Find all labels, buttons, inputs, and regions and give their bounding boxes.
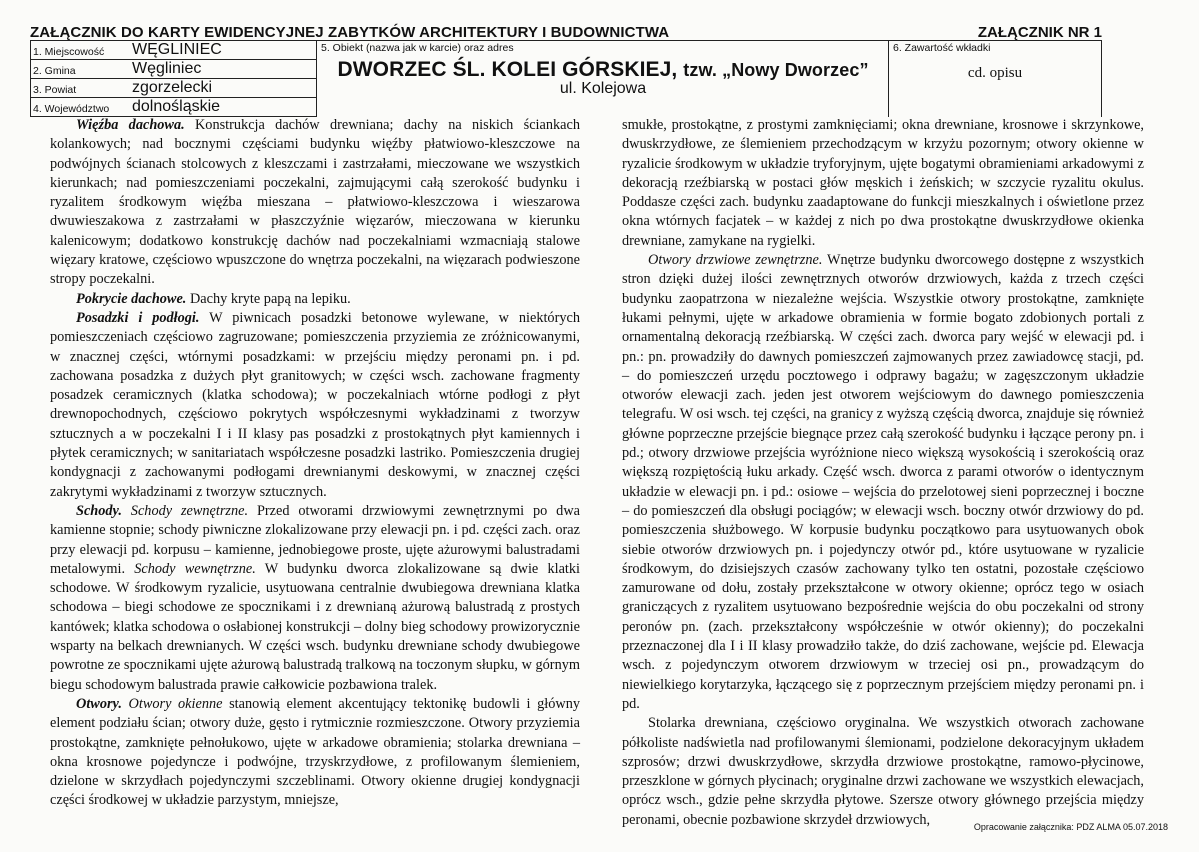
field-label: 3. Powiat	[33, 84, 77, 96]
paragraph-body: Przed otworami drzwiowymi zewnętrznymi po dwa kamienne stopnie; schody piwniczne zlokalizowane przy elewacji pn. i pd. części zach. oraz przy elewacji pd. korpusu – kamienne, jednobiegowe proste, ujęte ażurowymi balustradami metalowymi.	[50, 502, 580, 577]
object-label: 5. Obiekt (nazwa jak w karcie) oraz adres	[321, 42, 514, 54]
paragraph-heading: Pokrycie dachowe.	[76, 290, 187, 307]
field-label: 1. Miejscowość	[33, 46, 105, 58]
paragraph-body: Wnętrze budynku dworcowego dostępne z wszystkich stron dzięki dużej ilości zewnętrznych otworów drzwiowych, każda z trzech części budynku zaopatrzona w niezależne wejścia. Wszystkie otwory prostokątne, zamknięte łukami pełnymi, ujęte w arkadowe obramienia w formie bogato zdobionych portali z ornamentalną dekoracją rzeźbiarską. W części zach. dworca pary wejść w elewacji pd. i pn.: pn. prowadziły do dawnych pomieszczeń zajmowanych przez zawiadowcę stacji, pd. – do pomieszczeń urzędu pocztowego i odprawy bagażu; w zagęszczonym układzie otworów elewacji zach. jeden jest otworem wejściowym do dawnego pomieszczenia telegrafu. W osi wsch. tej części, na granicy z wyższą częścią dworca, znajduje się również główne poprzeczne przejście biegnące przez całą szerokość budynku i łączące perony pn. i pd.; otwory drzwiowe przejścia wyróżnione nieco większą wysokością i szerokością oraz większą rozpiętością łuku arkady. Część wsch. dworca z parami otworów o identycznym układzie w elewacji pn. i pd.: osiowe – wejścia do przelotowej sieni poprzecznej i boczne – do pomieszczeń dla obsługi pociągów; w elewacji wsch. boczny otwór drzwiowy do pd. pomieszczenia służbowego. W korpusie budynku początkowo para usytuowanych obok siebie otworów drzwiowych pn. i pojedynczy otwór pd., które usytuowane w ryzalicie środkowym, do dzisiejszych czasów zachowany tylko ten ostatni, pozostałe częściowo zamurowane od dołu, zostały przekształcone w otwory okienne; oprócz tego w osiach graniczących z ryzalitem usytuowano bezpośrednie wejścia do obu poczekalni od strony peronów pn. (zach. przekształcony współcześnie w otwór okienny); do poczekalni przeznaczonej dla I i II klasy prowadziło także, do dziś zachowane, wejście pd. Elewacja wsch. z pojedynczym otworem drzwiowym w trzeciej osi pn., prowadzącym do niewielkiego korytarzyka, łączącego się z poprzecznym przejściem między peronami pn. i pd.	[622, 252, 1144, 712]
paragraph-roofing	[50, 290, 580, 309]
contents-field	[889, 41, 1101, 117]
paragraph-body: W piwnicach posadzki betonowe wylewane, w niektórych pomieszczeniach częściowo zagruzowane; pomieszczenia przyziemia ze zróżnicowanymi, w znacznej części, wtórnymi posadzkami: w przejściu między peronami pn. i pd. zachowana posadzka z dużych płyt granitowych; w części wsch. zachowane fragmenty posadzek ceramicznych (klatka schodowa); w poczekalniach wtórne podłogi z płyt drewnopochodnych, częściowo pokrytych współczesnymi wykładzinami z tworzyw sztucznych a w poczekalni I i II klasy pas posadzki z prostokątnych płyt kamiennych i płytek ceramicznych; w sanitariatach współczesne posadzki lastriko. Pomieszczenia drugiej kondygnacji z zachowanymi podłogami drewnianymi deskowymi, w znacznej części zakrytymi wykładzinami z tworzyw sztucznych.	[50, 309, 580, 500]
paragraph-body: Dachy kryte papą na lepiku.	[186, 290, 351, 307]
form-title: ZAŁĄCZNIK DO KARTY EWIDENCYJNEJ ZABYTKÓW ARCHITEKTURY I BUDOWNICTWA	[30, 24, 670, 41]
paragraph-body: smukłe, prostokątne, z prostymi zamknięciami; okna drewniane, krosnowe i skrzynkowe, dwuskrzydłowe, ze ślemieniem przechodzącym w krzyżu pozornym; otwory okienne w ryzalicie środkowym w układzie tryforyjnym, ujęte bogatymi obramieniami arkadowymi z dekoracją rzeźbiarską w postaci głów męskich i żeńskich; w szczycie ryzalitu okulus. Poddasze części zach. budynku zaadaptowane do funkcji mieszkalnych i oświetlone przez okna wtórnych facjatek – w każdej z nich po dwa prostokątne dwuskrzydłowe okienka drewniane, zamykane na rygielki.	[622, 117, 1144, 249]
paragraph-subheading: Schody zewnętrzne.	[121, 502, 249, 519]
paragraph-subheading: Schody wewnętrzne.	[125, 560, 256, 577]
paragraph-subheading: Otwory drzwiowe zewnętrzne.	[648, 252, 823, 269]
paragraph-openings	[50, 695, 580, 811]
contents-label: 6. Zawartość wkładki	[893, 42, 991, 54]
field-value: dolnośląskie	[132, 98, 221, 115]
paragraph-roof-structure	[50, 116, 580, 290]
right-text-column	[622, 116, 1144, 830]
attachment-number: ZAŁĄCZNIK NR 1	[977, 24, 1102, 41]
paragraph-body: stanowią element akcentujący tektonikę budowli i główny element podziału ścian; otwory duże, gęsto i rytmicznie rozmieszczone. Otwory przyziemia prostokątne, zamknięte pełnołukowo, ujęte w arkadowe obramienia; stolarka drewniana – okna krosnowe pojedyncze i podwójne, trzyskrzydłowe, z profilowanym ślemieniem, dzielone w skrzydłach pojedynczymi szczeblinami. Otwory okienne drugiej kondygnacji części środkowej w układzie parzystym, mniejsze,	[50, 695, 580, 809]
paragraph-stairs	[50, 502, 580, 695]
paragraph-body: Konstrukcja dachów drewniana; dachy na niskich ściankach kolankowych; nad bocznymi częściami budynku więźby płatwiowo-kleszczowe na podwójnych ścianach stolcowych z kleszczami i zastrzałami, mieczowane we wszystkich kierunkach; nad pomieszczeniami poczekalni, zajmującymi całą szerokość budynku i ryzalitem środkowym więźba mieszana – płatwiowo-kleszczowa i wieszarowa dwuwieszakowa z zastrzałami w płaszczyźnie więzarów, mieczowana w kierunku kalenicowym; dodatkowo konstrukcję dachów nad poczekalniami wzmacniają stalowe więzary kratowe, częściowo wpuszczone do wnętrza poczekalni, na więzarach podwieszone stropy poczekalni.	[50, 117, 580, 288]
paragraph-heading: Otwory.	[76, 695, 122, 712]
paragraph-doors	[622, 251, 1144, 714]
object-address: ul. Kolejowa	[559, 80, 647, 97]
object-name-alias: tzw. „Nowy Dworzec”	[683, 60, 869, 80]
paragraph-heading: Posadzki i podłogi.	[76, 309, 200, 326]
paragraph-windows-cont	[622, 116, 1144, 251]
field-gmina	[31, 60, 317, 79]
location-fields	[31, 41, 317, 117]
field-value: zgorzelecki	[132, 79, 213, 96]
header-table	[30, 40, 1102, 117]
field-wojewodztwo	[31, 98, 317, 117]
object-name	[317, 58, 889, 82]
paragraph-heading: Więźba dachowa.	[76, 117, 185, 133]
footer-credit: Opracowanie załącznika: PDZ ALMA 05.07.2018	[973, 822, 1168, 832]
contents-value: cd. opisu	[967, 65, 1023, 81]
paragraph-heading: Schody.	[76, 502, 122, 519]
field-label: 4. Województwo	[33, 103, 110, 115]
paragraph-body: Stolarka drewniana, częściowo oryginalna. We wszystkich otworach zachowane półkoliste nadświetla nad profilowanymi ślemionami, podzielone dekoracyjnym układem szprosów; drzwi dwuskrzydłowe, skrzydła drzwiowe prostokątne, ramowo-płycinowe, przeszklone w górnych płycinach; oryginalne drzwi zachowane we wszystkich elewacjach, oprócz wsch., gdzie pełne skrzydła płytowe. Szersze otwory głównego przejścia między peronami, obecnie pozbawione skrzydeł drzwiowych,	[622, 715, 1144, 828]
left-text-column	[50, 116, 580, 811]
field-powiat	[31, 79, 317, 98]
field-value: WĘGLINIEC	[132, 41, 222, 58]
field-label: 2. Gmina	[33, 65, 76, 77]
object-name-main: DWORZEC ŚL. KOLEI GÓRSKIEJ,	[337, 58, 678, 81]
field-miejscowosc	[31, 41, 317, 60]
paragraph-body: W budynku dworca zlokalizowane są dwie klatki schodowe. W środkowym ryzalicie, usytuowana centralnie dwubiegowa drewniana klatka schodowa – biegi schodowe ze spocznikami i z drewnianą ażurową balustradą z prostych kantówek; klatka schodowa o osłabionej konstrukcji – dolny bieg schodowy prowizorycznie wsparty na belkach drewnianych. W części wsch. budynku drewniane schody dwubiegowe powrotne ze spocznikami ujęte ażurową balustradą tralkową na toczonym słupku, w górnym biegu schodowym balustrada prawie całkowicie pozbawiona tralek.	[50, 560, 581, 693]
field-value: Węgliniec	[132, 60, 202, 77]
object-field	[317, 41, 889, 117]
paragraph-floors	[50, 309, 580, 502]
paragraph-joinery	[622, 714, 1144, 830]
paragraph-subheading: Otwory okienne	[121, 695, 223, 712]
